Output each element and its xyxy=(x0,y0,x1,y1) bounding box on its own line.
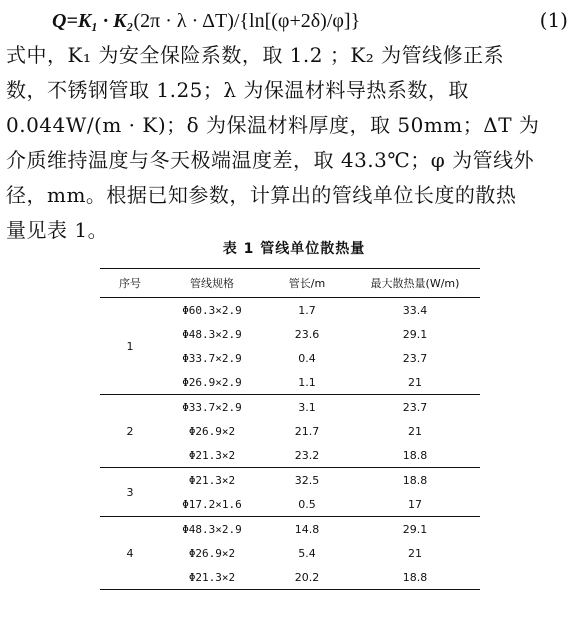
max-heat-cell: 17 xyxy=(408,497,422,511)
length-cell: 1.1 xyxy=(298,375,316,389)
spec-cell: Φ48.3×2.9 xyxy=(182,522,242,536)
length-cell: 3.1 xyxy=(298,400,316,414)
spec-cell: Φ26.9×2.9 xyxy=(182,375,242,389)
length-cell: 0.4 xyxy=(298,351,316,365)
spec-cell: Φ26.9×2 xyxy=(188,546,236,560)
length-cell: 21.7 xyxy=(294,424,320,438)
table-header-row xyxy=(100,269,480,298)
max-heat-cell: 18.8 xyxy=(402,473,428,487)
length-cell: 20.2 xyxy=(294,570,320,584)
paragraph-line: 数，不锈钢管取 1.25；λ 为保温材料导热系数，取 xyxy=(6,78,469,102)
header-seq: 序号 xyxy=(119,277,141,290)
table-caption: 表 1 管线单位散热量 xyxy=(222,241,366,257)
table-row xyxy=(100,517,480,542)
paragraph-line: 0.044W/(m · K)；δ 为保温材料厚度，取 50mm；ΔT 为 xyxy=(6,113,540,137)
max-heat-cell: 29.1 xyxy=(402,522,428,536)
table-row xyxy=(100,298,480,323)
paragraph-line: 径，mm。根据已知参数，计算出的管线单位长度的散热 xyxy=(6,183,517,207)
paragraph-line: 量见表 1。 xyxy=(6,218,109,242)
group-number-cell: 1 xyxy=(126,339,134,353)
max-heat-cell: 18.8 xyxy=(402,570,428,584)
length-cell: 0.5 xyxy=(298,497,316,511)
body-paragraph xyxy=(6,38,582,248)
max-heat-cell: 29.1 xyxy=(402,327,428,341)
length-cell: 32.5 xyxy=(294,473,320,487)
length-cell: 5.4 xyxy=(298,546,316,560)
spec-cell: Φ17.2×1.6 xyxy=(182,497,242,511)
max-heat-cell: 23.7 xyxy=(402,351,428,365)
table-group xyxy=(100,298,480,395)
spec-cell: Φ21.3×2 xyxy=(188,570,236,584)
spec-cell: Φ33.7×2.9 xyxy=(182,400,242,414)
length-cell: 23.6 xyxy=(294,327,320,341)
spec-cell: Φ26.9×2 xyxy=(188,424,236,438)
max-heat-cell: 21 xyxy=(408,424,422,438)
paragraph-line: 介质维持温度与冬天极端温度差，取 43.3℃；φ 为管线外 xyxy=(6,148,535,172)
formula-lhs: Q=K₁ · K₂ xyxy=(52,10,134,32)
length-cell: 1.7 xyxy=(298,303,316,317)
equation-number: (1) xyxy=(539,8,568,32)
table-group xyxy=(100,395,480,468)
formula-rhs: (2π · λ · ΔT)/{ln[(φ+2δ)/φ]} xyxy=(133,10,361,32)
max-heat-cell: 21 xyxy=(408,375,422,389)
paragraph-line: 式中，K₁ 为安全保险系数，取 1.2 ；K₂ 为管线修正系 xyxy=(6,43,505,67)
group-number-cell: 4 xyxy=(126,546,134,560)
max-heat-cell: 21 xyxy=(408,546,422,560)
max-heat-cell: 18.8 xyxy=(402,448,428,462)
group-number-cell: 3 xyxy=(126,485,134,499)
length-cell: 14.8 xyxy=(294,522,320,536)
table-group xyxy=(100,517,480,590)
max-heat-cell: 33.4 xyxy=(402,303,428,317)
length-cell: 23.2 xyxy=(294,448,320,462)
group-number-cell: 2 xyxy=(126,424,134,438)
spec-cell: Φ21.3×2 xyxy=(188,473,236,487)
header-spec: 管线规格 xyxy=(190,277,234,290)
header-max-heat: 最大散热量(W/m) xyxy=(370,277,460,290)
max-heat-cell: 23.7 xyxy=(402,400,428,414)
header-length: 管长/m xyxy=(288,277,326,290)
spec-cell: Φ48.3×2.9 xyxy=(182,327,242,341)
spec-cell: Φ33.7×2.9 xyxy=(182,351,242,365)
spec-cell: Φ21.3×2 xyxy=(188,448,236,462)
table-group xyxy=(100,468,480,517)
heat-loss-table xyxy=(100,268,480,590)
table-row xyxy=(100,468,480,493)
heat-loss-formula xyxy=(52,4,572,36)
spec-cell: Φ60.3×2.9 xyxy=(182,303,242,317)
table-row xyxy=(100,395,480,420)
